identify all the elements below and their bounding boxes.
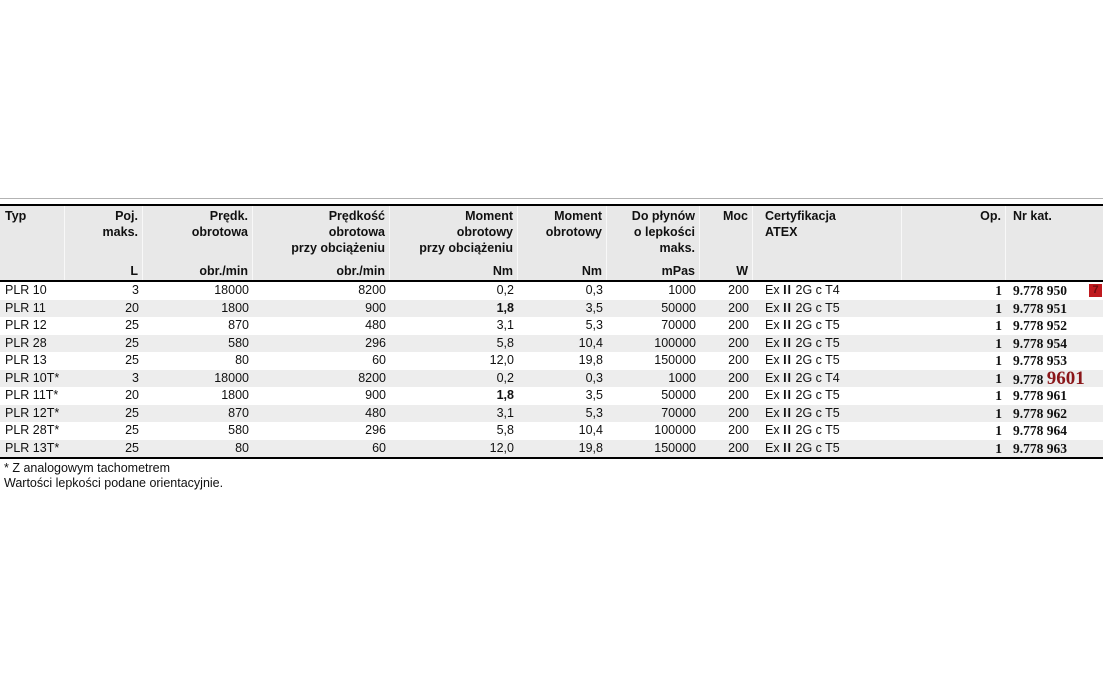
atex-group-roman: II bbox=[783, 283, 793, 297]
cell-moment-obrotowy: 19,8 bbox=[578, 440, 603, 455]
cell-lepkosc: 70000 bbox=[661, 318, 696, 332]
cell-predkosc-obrotowa: 80 bbox=[235, 353, 249, 367]
atex-ex: Ex bbox=[765, 405, 780, 420]
atex-group-roman: II bbox=[783, 440, 793, 455]
atex-ex: Ex bbox=[765, 353, 780, 367]
catalog-number: 9.778 964 bbox=[1013, 423, 1067, 438]
cell-poj-maks: 25 bbox=[125, 423, 139, 437]
table-row bbox=[0, 422, 1103, 440]
cell-predkosc-przy-obciazeniu: 8200 bbox=[358, 370, 386, 385]
cell-predkosc-obrotowa: 1800 bbox=[221, 300, 249, 315]
col-header-predkosc-przy-obciazeniu bbox=[253, 206, 390, 280]
cell-moc: 200 bbox=[728, 440, 749, 455]
cell-lepkosc: 150000 bbox=[654, 440, 696, 455]
col-header-poj-maks bbox=[65, 206, 143, 280]
spec-table bbox=[0, 204, 1103, 491]
atex-group-roman: II bbox=[783, 353, 793, 367]
revision-badge: 7 bbox=[1089, 284, 1102, 297]
catalog-number: 9.778 951 bbox=[1013, 300, 1067, 316]
cell-moment-obrotowy: 0,3 bbox=[585, 283, 603, 297]
cell-nr-kat bbox=[1006, 317, 1103, 335]
cell-predkosc-obrotowa: 870 bbox=[228, 318, 249, 332]
atex-group-roman: II bbox=[783, 405, 793, 420]
cell-predkosc-przy-obciazeniu: 480 bbox=[365, 318, 386, 332]
atex-ex: Ex bbox=[765, 388, 780, 402]
col-header-moment-przy-obciazeniu-unit: Nm bbox=[492, 264, 513, 278]
cell-poj-maks: 25 bbox=[125, 405, 139, 420]
cell-moment-przy-obciazeniu: 12,0 bbox=[489, 353, 514, 367]
atex-group-roman: II bbox=[783, 423, 793, 437]
cell-certyfikacja-atex bbox=[753, 405, 902, 423]
atex-marking: 2G c T4 bbox=[795, 283, 840, 297]
catalog-number: 9.778 953 bbox=[1013, 353, 1067, 368]
cell-poj-maks: 20 bbox=[125, 300, 139, 315]
catalog-number: 9.778 952 bbox=[1013, 318, 1067, 333]
cell-lepkosc: 100000 bbox=[654, 423, 696, 437]
cell-certyfikacja-atex bbox=[753, 335, 902, 353]
cell-predkosc-obrotowa: 18000 bbox=[214, 370, 249, 385]
col-header-moc-unit: W bbox=[736, 264, 748, 278]
cell-moment-obrotowy: 3,5 bbox=[585, 300, 603, 315]
cell-op: 1 bbox=[995, 388, 1002, 403]
cell-predkosc-przy-obciazeniu: 296 bbox=[365, 335, 386, 350]
cell-nr-kat bbox=[1006, 335, 1103, 353]
cell-moc: 200 bbox=[728, 353, 749, 367]
cell-typ: PLR 13T* bbox=[5, 440, 60, 455]
cell-moment-obrotowy: 10,4 bbox=[578, 423, 603, 437]
table-row bbox=[0, 405, 1103, 423]
col-header-op-label: Op. bbox=[980, 209, 1001, 223]
cell-moment-przy-obciazeniu: 3,1 bbox=[496, 405, 514, 420]
atex-ex: Ex bbox=[765, 335, 780, 350]
cell-typ: PLR 11T* bbox=[5, 388, 59, 402]
cell-lepkosc: 1000 bbox=[668, 370, 696, 385]
atex-group-roman: II bbox=[783, 318, 793, 332]
col-header-predkosc-obrotowa-unit: obr./min bbox=[199, 264, 248, 278]
cell-moment-przy-obciazeniu: 3,1 bbox=[496, 318, 514, 332]
cell-nr-kat bbox=[1006, 405, 1103, 423]
atex-marking: 2G c T5 bbox=[795, 300, 840, 315]
cell-predkosc-przy-obciazeniu: 480 bbox=[365, 405, 386, 420]
col-header-moment-przy-obciazeniu bbox=[390, 206, 518, 280]
cell-predkosc-obrotowa: 580 bbox=[228, 335, 249, 350]
cell-predkosc-przy-obciazeniu: 296 bbox=[365, 423, 386, 437]
atex-ex: Ex bbox=[765, 423, 780, 437]
atex-marking: 2G c T5 bbox=[795, 335, 840, 350]
cell-typ: PLR 13 bbox=[5, 353, 47, 367]
table-row bbox=[0, 440, 1103, 458]
cell-moment-przy-obciazeniu: 0,2 bbox=[496, 370, 514, 385]
cell-op: 1 bbox=[995, 440, 1002, 456]
cell-predkosc-przy-obciazeniu: 60 bbox=[372, 440, 386, 455]
cell-lepkosc: 150000 bbox=[654, 353, 696, 367]
catalog-number: 9.778 962 bbox=[1013, 405, 1067, 421]
table-row bbox=[0, 387, 1103, 405]
col-header-nr-kat-label: Nr kat. bbox=[1013, 209, 1052, 223]
cell-moc: 200 bbox=[728, 335, 749, 350]
cell-certyfikacja-atex bbox=[753, 422, 902, 440]
cell-predkosc-obrotowa: 18000 bbox=[214, 283, 249, 297]
cell-typ: PLR 28T* bbox=[5, 423, 60, 437]
cell-nr-kat bbox=[1006, 387, 1103, 405]
cell-op: 1 bbox=[995, 405, 1002, 421]
cell-moment-przy-obciazeniu: 1,8 bbox=[496, 300, 514, 315]
col-header-predkosc-przy-obciazeniu-unit: obr./min bbox=[336, 264, 385, 278]
atex-group-roman: II bbox=[783, 300, 793, 315]
cell-typ: PLR 10 bbox=[5, 283, 47, 297]
footnote-tachometer: * Z analogowym tachometrem bbox=[4, 461, 171, 475]
top-divider bbox=[0, 198, 1103, 199]
cell-predkosc-obrotowa: 80 bbox=[235, 440, 249, 455]
cell-nr-kat bbox=[1006, 422, 1103, 440]
cell-moment-obrotowy: 10,4 bbox=[578, 335, 603, 350]
col-header-moc-label: Moc bbox=[723, 209, 748, 223]
cell-lepkosc: 1000 bbox=[668, 283, 696, 297]
cell-op: 1 bbox=[995, 318, 1002, 333]
cell-moc: 200 bbox=[728, 283, 749, 297]
cell-typ: PLR 12 bbox=[5, 318, 47, 332]
footnote-viscosity: Wartości lepkości podane orientacyjnie. bbox=[4, 476, 224, 490]
cell-moc: 200 bbox=[728, 318, 749, 332]
atex-marking: 2G c T5 bbox=[795, 423, 840, 437]
col-header-moc bbox=[700, 206, 753, 280]
footnotes bbox=[0, 461, 1103, 491]
atex-ex: Ex bbox=[765, 318, 780, 332]
table-row bbox=[0, 335, 1103, 353]
cell-moc: 200 bbox=[728, 300, 749, 315]
cell-lepkosc: 100000 bbox=[654, 335, 696, 350]
cell-nr-kat bbox=[1006, 300, 1103, 318]
cell-moment-obrotowy: 19,8 bbox=[578, 353, 603, 367]
cell-moment-przy-obciazeniu: 1,8 bbox=[496, 388, 514, 402]
atex-marking: 2G c T5 bbox=[795, 440, 840, 455]
atex-ex: Ex bbox=[765, 440, 780, 455]
cell-typ: PLR 28 bbox=[5, 335, 47, 350]
col-header-predkosc-przy-obciazeniu-label: Prędkość obrotowa przy obciążeniu bbox=[291, 209, 385, 255]
cell-predkosc-przy-obciazeniu: 60 bbox=[372, 353, 386, 367]
catalog-number: 9.778 961 bbox=[1013, 388, 1067, 403]
cell-op: 1 bbox=[995, 353, 1002, 368]
col-header-typ-label: Typ bbox=[5, 209, 27, 223]
catalog-number: 9.778 950 bbox=[1013, 283, 1067, 298]
table-row bbox=[0, 317, 1103, 335]
atex-group-roman: II bbox=[783, 335, 793, 350]
cell-nr-kat bbox=[1006, 440, 1103, 458]
col-header-moment-obrotowy-unit: Nm bbox=[581, 264, 602, 278]
atex-marking: 2G c T5 bbox=[795, 405, 840, 420]
table-row bbox=[0, 282, 1103, 300]
cell-typ: PLR 12T* bbox=[5, 405, 60, 420]
cell-poj-maks: 25 bbox=[125, 440, 139, 455]
atex-marking: 2G c T5 bbox=[795, 388, 840, 402]
cell-poj-maks: 25 bbox=[125, 353, 139, 367]
cell-typ: PLR 11 bbox=[5, 300, 46, 315]
cell-lepkosc: 70000 bbox=[661, 405, 696, 420]
atex-ex: Ex bbox=[765, 370, 780, 385]
cell-moc: 200 bbox=[728, 405, 749, 420]
cell-moc: 200 bbox=[728, 370, 749, 385]
cell-moment-przy-obciazeniu: 0,2 bbox=[496, 283, 514, 297]
col-header-moment-przy-obciazeniu-label: Moment obrotowy przy obciążeniu bbox=[419, 209, 513, 255]
table-body bbox=[0, 282, 1103, 459]
cell-predkosc-obrotowa: 1800 bbox=[221, 388, 249, 402]
cell-moment-obrotowy: 3,5 bbox=[585, 388, 603, 402]
cell-op: 1 bbox=[995, 335, 1002, 351]
cell-moment-obrotowy: 5,3 bbox=[585, 318, 603, 332]
col-header-predkosc-obrotowa bbox=[143, 206, 253, 280]
cell-lepkosc: 50000 bbox=[661, 388, 696, 402]
cell-certyfikacja-atex bbox=[753, 282, 902, 300]
col-header-moment-obrotowy bbox=[518, 206, 607, 280]
catalog-number: 9.778 bbox=[1013, 371, 1047, 387]
col-header-predkosc-obrotowa-label: Prędk. obrotowa bbox=[191, 209, 248, 239]
catalog-number: 9.778 963 bbox=[1013, 440, 1067, 456]
cell-moment-obrotowy: 0,3 bbox=[585, 370, 603, 385]
cell-predkosc-obrotowa: 870 bbox=[228, 405, 249, 420]
cell-nr-kat bbox=[1006, 370, 1103, 389]
cell-moment-przy-obciazeniu: 5,8 bbox=[496, 423, 514, 437]
cell-predkosc-przy-obciazeniu: 900 bbox=[365, 388, 386, 402]
cell-predkosc-przy-obciazeniu: 900 bbox=[365, 300, 386, 315]
col-header-nr-kat bbox=[1006, 206, 1103, 280]
cell-op: 1 bbox=[995, 423, 1002, 438]
cell-certyfikacja-atex bbox=[753, 370, 902, 389]
table-row bbox=[0, 352, 1103, 370]
cell-moment-obrotowy: 5,3 bbox=[585, 405, 603, 420]
col-header-poj-maks-unit: L bbox=[130, 264, 138, 278]
cell-moment-przy-obciazeniu: 12,0 bbox=[489, 440, 514, 455]
cell-poj-maks: 3 bbox=[132, 283, 139, 297]
cell-op: 1 bbox=[995, 370, 1002, 386]
col-header-certyfikacja-atex bbox=[753, 206, 902, 280]
atex-ex: Ex bbox=[765, 283, 780, 297]
atex-marking: 2G c T5 bbox=[795, 318, 840, 332]
col-header-lepkosc bbox=[607, 206, 700, 280]
col-header-certyfikacja-atex-label: Certyfikacja ATEX bbox=[765, 209, 836, 239]
atex-ex: Ex bbox=[765, 300, 780, 315]
cell-typ: PLR 10T* bbox=[5, 370, 60, 385]
cell-certyfikacja-atex bbox=[753, 387, 902, 405]
atex-marking: 2G c T4 bbox=[795, 370, 840, 385]
catalog-number: 9.778 954 bbox=[1013, 335, 1067, 351]
col-header-lepkosc-label: Do płynów o lepkości maks. bbox=[631, 209, 695, 255]
table-row bbox=[0, 370, 1103, 388]
col-header-moment-obrotowy-label: Moment obrotowy bbox=[545, 209, 602, 239]
col-header-poj-maks-label: Poj. maks. bbox=[102, 209, 138, 239]
cell-poj-maks: 20 bbox=[125, 388, 139, 402]
cell-certyfikacja-atex bbox=[753, 352, 902, 370]
cell-op: 1 bbox=[995, 283, 1002, 298]
cell-certyfikacja-atex bbox=[753, 300, 902, 318]
cell-poj-maks: 25 bbox=[125, 335, 139, 350]
cell-certyfikacja-atex bbox=[753, 317, 902, 335]
table-row bbox=[0, 300, 1103, 318]
catalog-number-highlight: 9601 bbox=[1046, 368, 1085, 389]
cell-nr-kat bbox=[1006, 352, 1103, 370]
cell-moc: 200 bbox=[728, 423, 749, 437]
cell-poj-maks: 3 bbox=[132, 370, 139, 385]
atex-marking: 2G c T5 bbox=[795, 353, 840, 367]
atex-group-roman: II bbox=[783, 370, 793, 385]
cell-predkosc-przy-obciazeniu: 8200 bbox=[358, 283, 386, 297]
cell-poj-maks: 25 bbox=[125, 318, 139, 332]
cell-moc: 200 bbox=[728, 388, 749, 402]
cell-certyfikacja-atex bbox=[753, 440, 902, 458]
table-header-row bbox=[0, 204, 1103, 282]
col-header-op bbox=[902, 206, 1006, 280]
cell-predkosc-obrotowa: 580 bbox=[228, 423, 249, 437]
cell-moment-przy-obciazeniu: 5,8 bbox=[496, 335, 514, 350]
atex-group-roman: II bbox=[783, 388, 793, 402]
cell-nr-kat bbox=[1006, 282, 1103, 300]
cell-op: 1 bbox=[995, 300, 1002, 316]
cell-lepkosc: 50000 bbox=[661, 300, 696, 315]
col-header-lepkosc-unit: mPas bbox=[661, 264, 695, 278]
col-header-typ bbox=[0, 206, 65, 280]
